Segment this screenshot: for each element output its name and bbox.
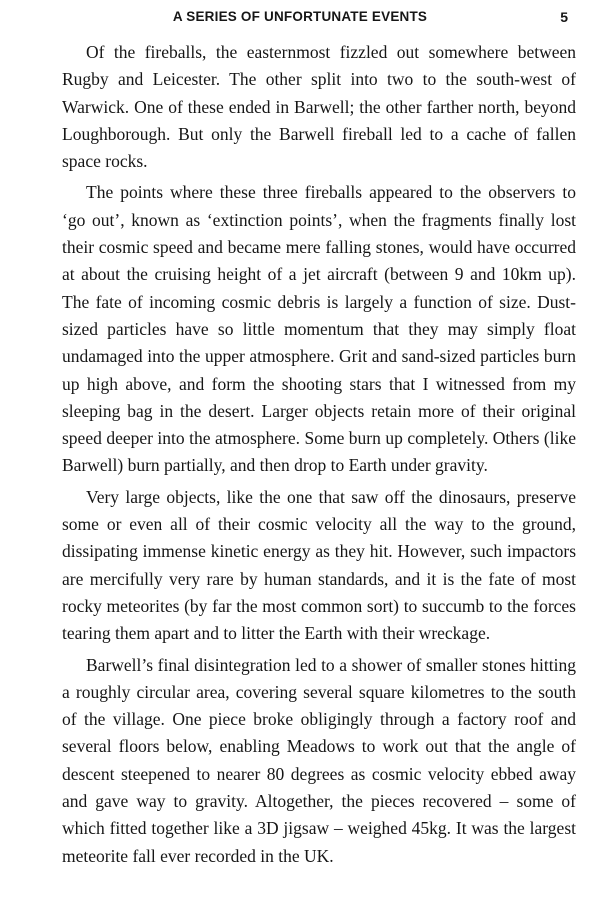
paragraph-large-objects: Very large objects, like the one that saw off the dinosaurs, preserve some or even all of their cosmic velocity all the way to the ground, dissipating immense kinetic energy as they hit. However, such impactors are mercifully very rare by human standards, and it is the fate of most rocky meteorites (by far the most common sort) to succumb to the forces tearing them apart and to litter the Earth with their wreckage.: [62, 486, 576, 644]
page-number: 5: [560, 9, 568, 25]
paragraph-barwell-disintegration: Barwell’s final disintegration led to a shower of smaller stones hitting a roughly circular area, covering several square kilometres to the south of the village. One piece broke obligingly through a factory roof and several floors below, enabling Meadows to work out that the angle of descent steepened to nearer 80 degrees as cosmic velocity ebbed away and gave way to gravity. Altogether, the pieces recovered – some of which fitted together like a 3D jigsaw – weighed 45kg. It was the largest meteorite fall ever recorded in the UK.: [62, 654, 576, 866]
body-text: [62, 39, 576, 870]
paragraph-fireballs: Of the fireballs, the easternmost fizzled out somewhere between Rugby and Leicester. The other split into two to the south-west of Warwick. One of these ended in Barwell; the other farther north, beyond Loughborough. But only the Barwell fireball led to a cache of fallen space rocks.: [62, 42, 576, 172]
paragraph-extinction-points: The points where these three fireballs appeared to the observers to ‘go out’, known as ‘extinction points’, when the fragments finally lost their cosmic speed and became mere falling stones, would have occurred at about the cruising height of a jet aircraft (between 9 and 10km up). The fate of incoming cosmic debris is largely a function of size. Dust-sized particles have so little momentum that they may simply float undamaged into the upper atmosphere. Grit and sand-sized particles burn up high above, and form the shooting stars that I witnessed from my sleeping bag in the desert. Larger objects retain more of their original speed deeper into the atmosphere. Some burn up completely. Others (like Barwell) burn partially, and then drop to Earth under gravity.: [62, 182, 576, 476]
running-header-title: A SERIES OF UNFORTUNATE EVENTS: [172, 9, 428, 24]
running-header: [0, 7, 600, 29]
